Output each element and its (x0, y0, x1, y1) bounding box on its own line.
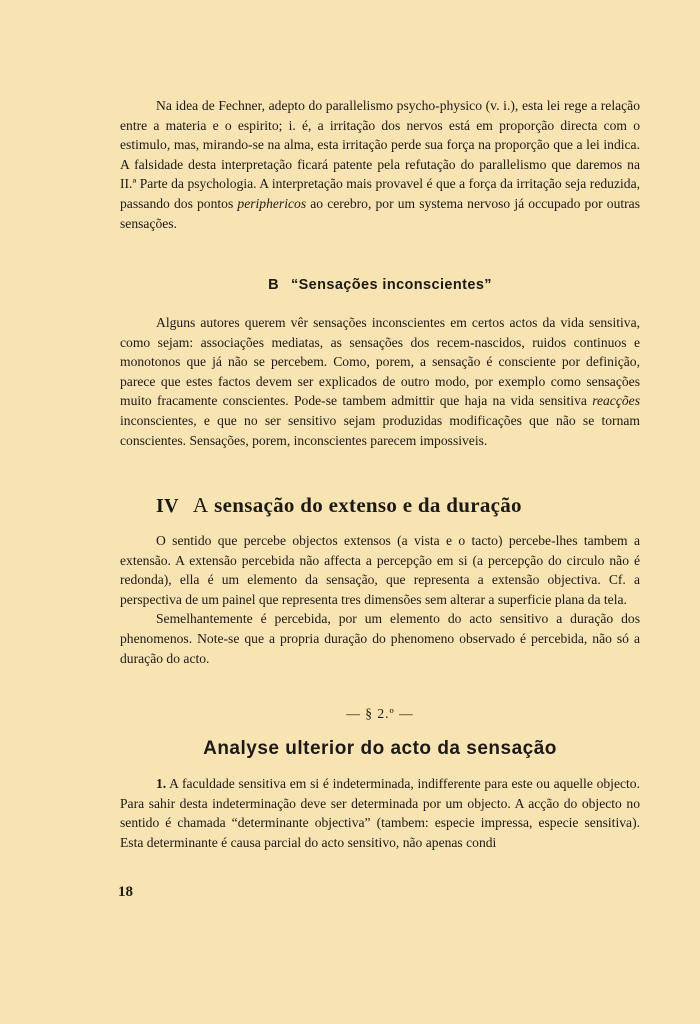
intro-text-part-1: Na idea de Fechner, adepto do parallelismo psycho-physico (v. i.), esta lei rege a relação entre a materia e o espirito; i. é, a irritação dos nervos está em proporção directa com o estimulo, mas, mirando-se na alma, esta irritação perde sua força na proporção que a lei indica. A falsidade desta interpretação ficará patente pela refutação do parallelismo que daremos na II.ª Parte da psychologia. A interpretação mais provavel é que a força da irritação seja reduzida, passando dos pontos (120, 98, 640, 211)
intro-paragraph (120, 96, 640, 233)
section-iv-title-prefix: A (192, 493, 209, 517)
subsection-b-block (120, 313, 640, 450)
paragraph-sign: — § 2.º — (346, 706, 414, 721)
subsection-letter: B (268, 277, 279, 293)
subsection-b-paragraph (120, 313, 640, 450)
chapter-heading: Analyse ulterior do acto da sensação (203, 738, 557, 759)
chapter-item-number: 1. (156, 776, 167, 791)
subsection-b-text-part-2: inconscientes, e que no ser sensitivo sejam produzidas modificações que não se tornam conscientes. Sensações, porem, inconscientes parecem impossiveis. (120, 412, 640, 448)
subsection-b-text-part-1: Alguns autores querem vêr sensações inconscientes em certos actos da vida sensitiva, como sejam: associações mediatas, as sensações dos recem-nascidos, ruidos continuos e monotonos que já não se percebem. Como, porem, a sensação é consciente por definição, parece que estes factos devem ser explicados de outro modo, por exemplo como sensações muito fracamente conscientes. Pode-se tambem admittir que haja na vida sensitiva (120, 315, 640, 409)
subsection-heading-b (120, 277, 640, 293)
section-iv-title: sensação do extenso e da duração (214, 493, 522, 517)
subsection-title: “Sensações inconscientes” (290, 277, 492, 293)
section-iv-number: IV (156, 495, 179, 517)
chapter-block (120, 774, 640, 852)
section-iv-paragraph-2: Semelhantemente é percebida, por um elemento do acto sensitivo a duração dos phenomenos. Note-se que a propria duração do phenomeno observado é percebida, não só a duração do acto. (120, 611, 640, 666)
section-iv-block (120, 531, 640, 668)
page-number: 18 (118, 884, 133, 900)
section-iv-paragraph-1: O sentido que percebe objectos extensos (a vista e o tacto) percebe-lhes tambem a extensão. A extensão percebida não affecta a percepção em si (a percepção do circulo não é redonda), ella é um elemento da sensação, que representa a extensão objectiva. Cf. a perspectiva de um painel que representa tres dimensões sem alterar a superficie plana da tela. (120, 533, 640, 607)
chapter-paragraph-text: A faculdade sensitiva em si é indeterminada, indifferente para este ou aquelle objecto. Para sahir desta indeterminação deve ser determinada por um objecto. A acção do objecto no sentido é chamada “determinante objectiva” (tambem: especie impressa, especie sensitiva). Esta determinante é causa parcial do acto sensitivo, não apenas condi (120, 776, 640, 850)
intro-paragraph-block (120, 96, 640, 233)
chapter-paragraph (120, 774, 640, 852)
section-iv-heading (120, 493, 640, 518)
intro-text-italic: periphericos (237, 195, 307, 211)
subsection-b-text-italic: reacções (592, 393, 640, 409)
intro-text-part-2: ao cerebro, por um systema nervoso já occupado por outras sensações. (120, 195, 640, 231)
